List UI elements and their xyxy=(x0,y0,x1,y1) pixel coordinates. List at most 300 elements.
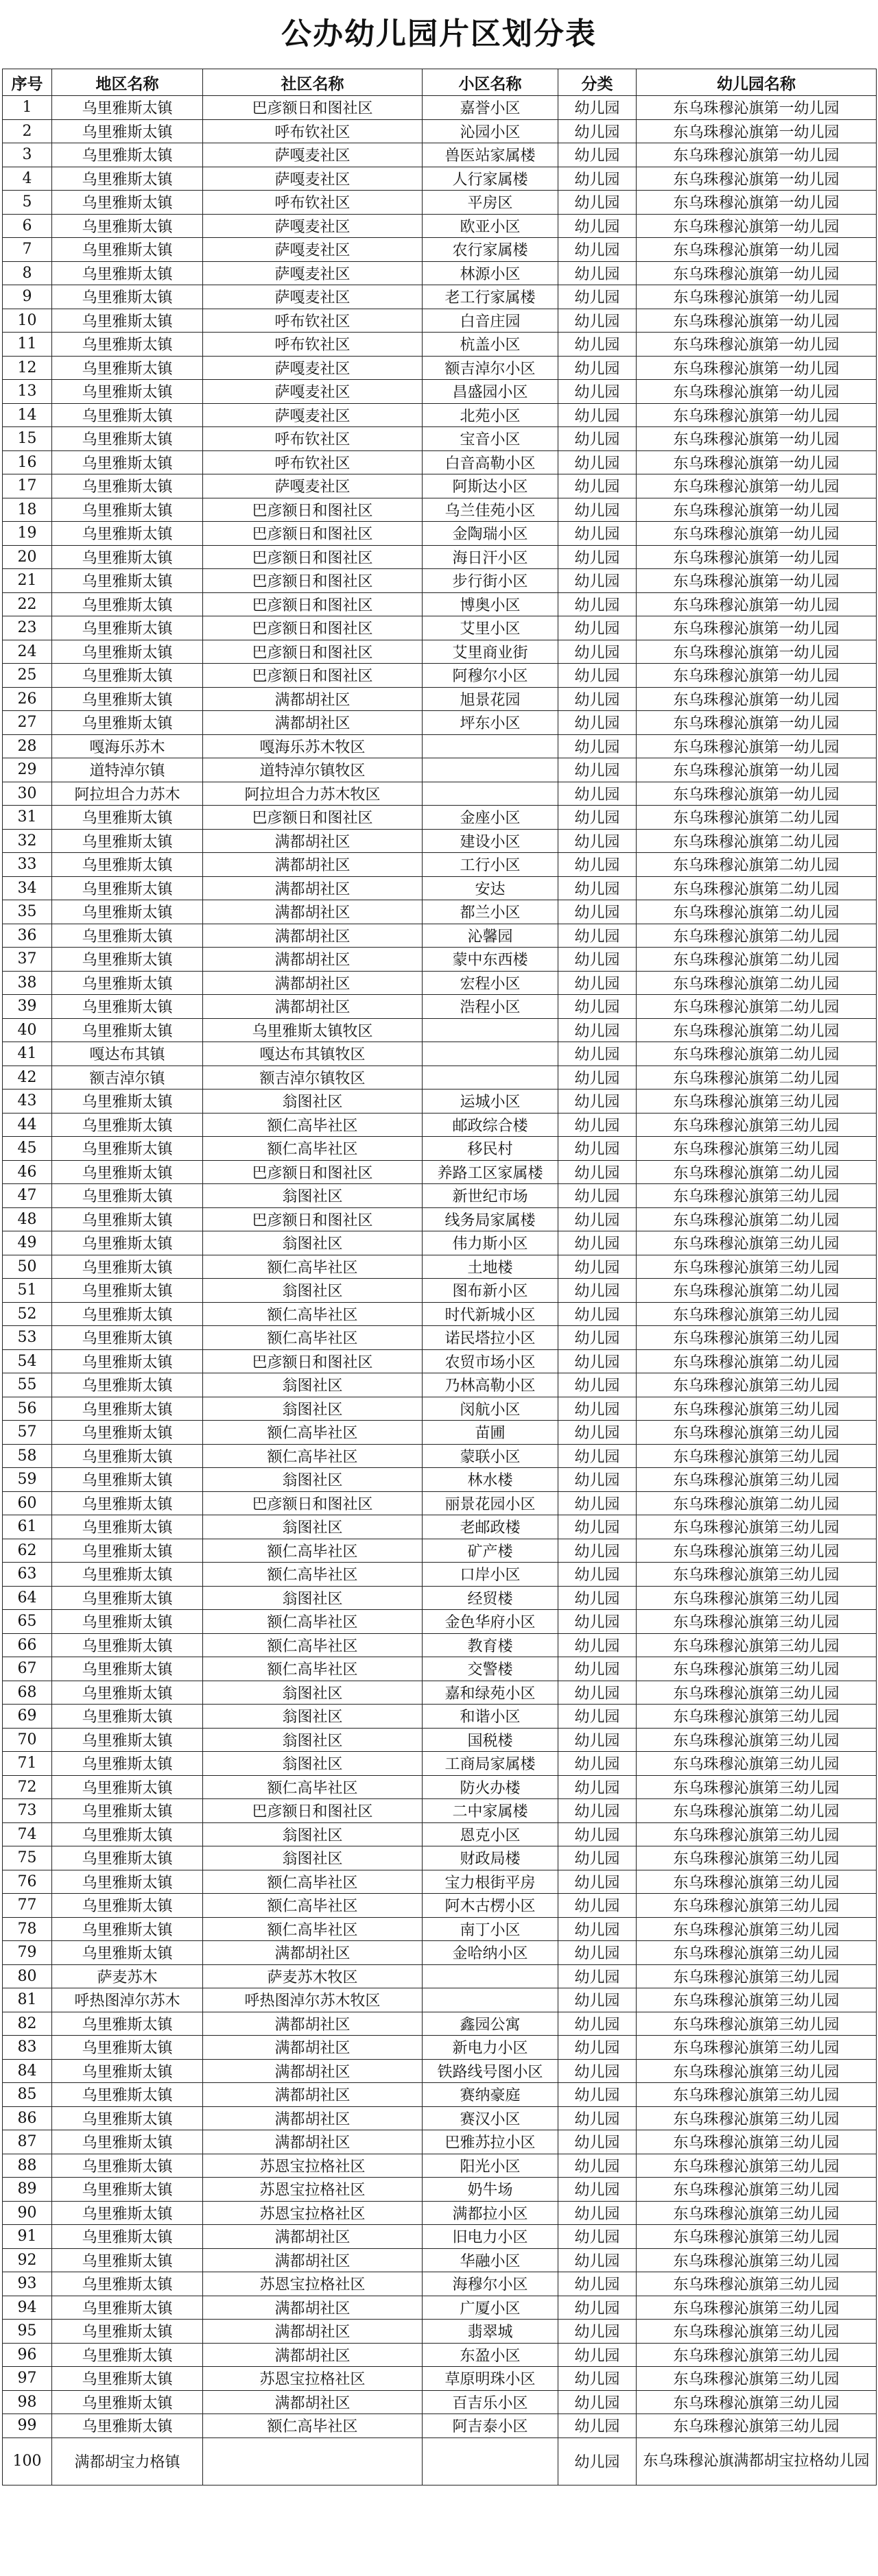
cell-index: 91 xyxy=(3,2225,52,2249)
cell-kindergarten: 东乌珠穆沁旗第一幼儿园 xyxy=(637,711,877,735)
cell-region: 乌里雅斯太镇 xyxy=(52,333,203,357)
table-row xyxy=(3,616,877,640)
table-row xyxy=(3,96,877,120)
cell-category: 幼儿园 xyxy=(558,569,637,593)
cell-index: 3 xyxy=(3,143,52,167)
table-row xyxy=(3,2130,877,2154)
table-row xyxy=(3,711,877,735)
table-row xyxy=(3,1042,877,1066)
cell-neighborhood: 蒙中东西楼 xyxy=(423,948,558,972)
cell-neighborhood: 阿吉泰小区 xyxy=(423,2414,558,2438)
cell-community: 额仁高毕社区 xyxy=(203,1633,423,1657)
cell-kindergarten: 东乌珠穆沁旗第三幼儿园 xyxy=(637,1586,877,1610)
cell-neighborhood: 移民村 xyxy=(423,1137,558,1161)
cell-index: 60 xyxy=(3,1491,52,1515)
cell-kindergarten: 东乌珠穆沁旗第三幼儿园 xyxy=(637,1231,877,1255)
header-region: 地区名称 xyxy=(52,69,203,96)
cell-kindergarten: 东乌珠穆沁旗第二幼儿园 xyxy=(637,900,877,924)
cell-community: 巴彦额日和图社区 xyxy=(203,592,423,616)
cell-index: 63 xyxy=(3,1563,52,1587)
cell-kindergarten: 东乌珠穆沁旗第一幼儿园 xyxy=(637,143,877,167)
cell-kindergarten: 东乌珠穆沁旗第二幼儿园 xyxy=(637,1491,877,1515)
cell-category: 幼儿园 xyxy=(558,1468,637,1492)
table-row xyxy=(3,191,877,215)
cell-region: 乌里雅斯太镇 xyxy=(52,1775,203,1799)
cell-index: 84 xyxy=(3,2059,52,2083)
cell-region: 乌里雅斯太镇 xyxy=(52,1090,203,1114)
cell-category: 幼儿园 xyxy=(558,1184,637,1208)
cell-category: 幼儿园 xyxy=(558,1231,637,1255)
cell-kindergarten: 东乌珠穆沁旗第三幼儿园 xyxy=(637,2414,877,2438)
cell-category: 幼儿园 xyxy=(558,1752,637,1776)
table-row xyxy=(3,758,877,782)
cell-community: 翁图社区 xyxy=(203,1705,423,1729)
cell-neighborhood: 金陶瑞小区 xyxy=(423,522,558,546)
cell-neighborhood: 教育楼 xyxy=(423,1633,558,1657)
cell-category: 幼儿园 xyxy=(558,545,637,569)
cell-index: 86 xyxy=(3,2106,52,2130)
cell-category: 幼儿园 xyxy=(558,664,637,688)
cell-community: 巴彦额日和图社区 xyxy=(203,640,423,664)
cell-category: 幼儿园 xyxy=(558,2367,637,2391)
cell-category: 幼儿园 xyxy=(558,900,637,924)
cell-region: 乌里雅斯太镇 xyxy=(52,1349,203,1373)
cell-index: 22 xyxy=(3,592,52,616)
cell-neighborhood: 蒙联小区 xyxy=(423,1444,558,1468)
cell-kindergarten: 东乌珠穆沁旗第二幼儿园 xyxy=(637,853,877,877)
cell-kindergarten: 东乌珠穆沁旗第一幼儿园 xyxy=(637,214,877,238)
cell-kindergarten: 东乌珠穆沁旗第三幼儿园 xyxy=(637,1184,877,1208)
cell-neighborhood xyxy=(423,1018,558,1042)
cell-category: 幼儿园 xyxy=(558,1302,637,1326)
cell-category: 幼儿园 xyxy=(558,995,637,1019)
table-row xyxy=(3,1822,877,1846)
cell-neighborhood xyxy=(423,1066,558,1090)
cell-kindergarten: 东乌珠穆沁旗第一幼儿园 xyxy=(637,238,877,262)
cell-category: 幼儿园 xyxy=(558,853,637,877)
cell-index: 52 xyxy=(3,1302,52,1326)
cell-index: 4 xyxy=(3,167,52,191)
cell-index: 21 xyxy=(3,569,52,593)
cell-neighborhood: 白音庄园 xyxy=(423,309,558,333)
table-row xyxy=(3,1917,877,1941)
cell-region: 乌里雅斯太镇 xyxy=(52,261,203,285)
table-row xyxy=(3,900,877,924)
table-row xyxy=(3,1633,877,1657)
table-row xyxy=(3,1397,877,1421)
cell-region: 乌里雅斯太镇 xyxy=(52,1444,203,1468)
cell-index: 45 xyxy=(3,1137,52,1161)
cell-index: 94 xyxy=(3,2296,52,2320)
cell-region: 嘎海乐苏木 xyxy=(52,734,203,758)
cell-neighborhood: 宝音小区 xyxy=(423,427,558,451)
cell-neighborhood: 安达 xyxy=(423,876,558,900)
cell-region: 乌里雅斯太镇 xyxy=(52,2059,203,2083)
cell-community: 满都胡社区 xyxy=(203,829,423,853)
cell-kindergarten: 东乌珠穆沁旗第三幼儿园 xyxy=(637,1752,877,1776)
cell-region: 乌里雅斯太镇 xyxy=(52,2106,203,2130)
cell-kindergarten: 东乌珠穆沁旗第二幼儿园 xyxy=(637,995,877,1019)
cell-community: 嘎海乐苏木牧区 xyxy=(203,734,423,758)
cell-region: 乌里雅斯太镇 xyxy=(52,876,203,900)
cell-category: 幼儿园 xyxy=(558,1846,637,1870)
cell-community: 满都胡社区 xyxy=(203,2036,423,2060)
cell-index: 19 xyxy=(3,522,52,546)
cell-index: 5 xyxy=(3,191,52,215)
page-title: 公办幼儿园片区划分表 xyxy=(281,16,597,51)
cell-category: 幼儿园 xyxy=(558,1491,637,1515)
cell-region: 乌里雅斯太镇 xyxy=(52,2154,203,2178)
cell-index: 89 xyxy=(3,2178,52,2202)
table-row xyxy=(3,1870,877,1894)
cell-kindergarten: 东乌珠穆沁旗第三幼儿园 xyxy=(637,1728,877,1752)
cell-kindergarten: 东乌珠穆沁旗第三幼儿园 xyxy=(637,1657,877,1681)
cell-community: 满都胡社区 xyxy=(203,2343,423,2367)
cell-community: 乌里雅斯太镇牧区 xyxy=(203,1018,423,1042)
cell-index: 58 xyxy=(3,1444,52,1468)
cell-neighborhood: 沁馨园 xyxy=(423,924,558,948)
cell-index: 100 xyxy=(3,2437,52,2485)
cell-kindergarten: 东乌珠穆沁旗第二幼儿园 xyxy=(637,1042,877,1066)
table-row xyxy=(3,1988,877,2012)
cell-category: 幼儿园 xyxy=(558,876,637,900)
cell-index: 2 xyxy=(3,119,52,143)
cell-neighborhood: 林水楼 xyxy=(423,1468,558,1492)
cell-region: 乌里雅斯太镇 xyxy=(52,829,203,853)
cell-index: 24 xyxy=(3,640,52,664)
cell-kindergarten: 东乌珠穆沁旗第二幼儿园 xyxy=(637,1799,877,1823)
cell-neighborhood xyxy=(423,734,558,758)
cell-neighborhood: 工行小区 xyxy=(423,853,558,877)
table-row xyxy=(3,924,877,948)
cell-category: 幼儿园 xyxy=(558,1349,637,1373)
table-row xyxy=(3,569,877,593)
cell-kindergarten: 东乌珠穆沁旗第三幼儿园 xyxy=(637,1917,877,1941)
cell-region: 乌里雅斯太镇 xyxy=(52,2296,203,2320)
cell-kindergarten: 东乌珠穆沁旗第三幼儿园 xyxy=(637,2012,877,2036)
table-row xyxy=(3,1421,877,1445)
cell-region: 乌里雅斯太镇 xyxy=(52,214,203,238)
cell-neighborhood: 坪东小区 xyxy=(423,711,558,735)
cell-kindergarten: 东乌珠穆沁旗第三幼儿园 xyxy=(637,1988,877,2012)
cell-category: 幼儿园 xyxy=(558,687,637,711)
cell-community: 苏恩宝拉格社区 xyxy=(203,2178,423,2202)
cell-category: 幼儿园 xyxy=(558,2106,637,2130)
cell-community: 苏恩宝拉格社区 xyxy=(203,2367,423,2391)
cell-region: 乌里雅斯太镇 xyxy=(52,1207,203,1231)
cell-community: 呼布钦社区 xyxy=(203,119,423,143)
cell-region: 乌里雅斯太镇 xyxy=(52,1113,203,1137)
table-row xyxy=(3,261,877,285)
cell-region: 乌里雅斯太镇 xyxy=(52,1515,203,1539)
table-row xyxy=(3,1255,877,1279)
cell-category: 幼儿园 xyxy=(558,285,637,309)
cell-neighborhood: 白音高勒小区 xyxy=(423,450,558,474)
cell-region: 乌里雅斯太镇 xyxy=(52,545,203,569)
cell-kindergarten: 东乌珠穆沁旗第一幼儿园 xyxy=(637,427,877,451)
cell-region: 乌里雅斯太镇 xyxy=(52,1160,203,1184)
cell-neighborhood: 乃林高勒小区 xyxy=(423,1373,558,1397)
table-row xyxy=(3,403,877,427)
cell-community: 满都胡社区 xyxy=(203,711,423,735)
cell-neighborhood: 赛汉小区 xyxy=(423,2106,558,2130)
cell-index: 83 xyxy=(3,2036,52,2060)
table-row xyxy=(3,1468,877,1492)
table-row xyxy=(3,1539,877,1563)
cell-community: 满都胡社区 xyxy=(203,900,423,924)
cell-neighborhood: 运城小区 xyxy=(423,1090,558,1114)
cell-index: 55 xyxy=(3,1373,52,1397)
cell-index: 39 xyxy=(3,995,52,1019)
cell-neighborhood: 步行街小区 xyxy=(423,569,558,593)
cell-community: 巴彦额日和图社区 xyxy=(203,1491,423,1515)
cell-category: 幼儿园 xyxy=(558,1515,637,1539)
table-row xyxy=(3,853,877,877)
cell-region: 乌里雅斯太镇 xyxy=(52,948,203,972)
cell-kindergarten: 东乌珠穆沁旗第二幼儿园 xyxy=(637,1207,877,1231)
cell-community: 翁图社区 xyxy=(203,1681,423,1705)
cell-kindergarten: 东乌珠穆沁旗第三幼儿园 xyxy=(637,2059,877,2083)
cell-category: 幼儿园 xyxy=(558,640,637,664)
cell-community: 额仁高毕社区 xyxy=(203,1137,423,1161)
cell-community: 萨嘎麦社区 xyxy=(203,403,423,427)
cell-community: 额仁高毕社区 xyxy=(203,1444,423,1468)
cell-index: 70 xyxy=(3,1728,52,1752)
cell-category: 幼儿园 xyxy=(558,1799,637,1823)
cell-community: 满都胡社区 xyxy=(203,2106,423,2130)
table-row xyxy=(3,1160,877,1184)
cell-community: 满都胡社区 xyxy=(203,995,423,1019)
cell-category: 幼儿园 xyxy=(558,333,637,357)
cell-region: 阿拉坦合力苏木 xyxy=(52,782,203,806)
cell-index: 56 xyxy=(3,1397,52,1421)
cell-region: 乌里雅斯太镇 xyxy=(52,1846,203,1870)
cell-category: 幼儿园 xyxy=(558,948,637,972)
cell-index: 69 xyxy=(3,1705,52,1729)
cell-category: 幼儿园 xyxy=(558,1941,637,1965)
cell-index: 44 xyxy=(3,1113,52,1137)
cell-neighborhood: 图布新小区 xyxy=(423,1279,558,1303)
cell-community: 翁图社区 xyxy=(203,1846,423,1870)
cell-neighborhood: 乌兰佳苑小区 xyxy=(423,498,558,522)
cell-community: 满都胡社区 xyxy=(203,876,423,900)
cell-region: 乌里雅斯太镇 xyxy=(52,498,203,522)
cell-community: 呼布钦社区 xyxy=(203,191,423,215)
table-row xyxy=(3,1964,877,1988)
cell-index: 16 xyxy=(3,450,52,474)
cell-region: 乌里雅斯太镇 xyxy=(52,664,203,688)
cell-index: 79 xyxy=(3,1941,52,1965)
cell-kindergarten: 东乌珠穆沁旗第二幼儿园 xyxy=(637,1066,877,1090)
cell-neighborhood: 华融小区 xyxy=(423,2248,558,2272)
table-row xyxy=(3,2178,877,2202)
cell-kindergarten: 东乌珠穆沁旗第二幼儿园 xyxy=(637,1279,877,1303)
cell-region: 嘎达布其镇 xyxy=(52,1042,203,1066)
cell-neighborhood: 交警楼 xyxy=(423,1657,558,1681)
table-row xyxy=(3,1137,877,1161)
cell-category: 幼儿园 xyxy=(558,1822,637,1846)
cell-region: 乌里雅斯太镇 xyxy=(52,2201,203,2225)
cell-neighborhood: 国税楼 xyxy=(423,1728,558,1752)
cell-region: 乌里雅斯太镇 xyxy=(52,450,203,474)
cell-community: 萨嘎麦社区 xyxy=(203,238,423,262)
cell-kindergarten: 东乌珠穆沁旗第三幼儿园 xyxy=(637,1681,877,1705)
cell-index: 14 xyxy=(3,403,52,427)
table-row xyxy=(3,238,877,262)
cell-category: 幼儿园 xyxy=(558,356,637,380)
cell-community: 额仁高毕社区 xyxy=(203,1302,423,1326)
cell-region: 萨麦苏木 xyxy=(52,1964,203,1988)
cell-kindergarten: 东乌珠穆沁旗满都胡宝拉格幼儿园 xyxy=(637,2437,877,2485)
cell-community: 额仁高毕社区 xyxy=(203,1539,423,1563)
cell-category: 幼儿园 xyxy=(558,1137,637,1161)
cell-index: 7 xyxy=(3,238,52,262)
table-row xyxy=(3,1018,877,1042)
cell-index: 68 xyxy=(3,1681,52,1705)
cell-neighborhood: 线务局家属楼 xyxy=(423,1207,558,1231)
cell-kindergarten: 东乌珠穆沁旗第三幼儿园 xyxy=(637,2272,877,2296)
table-header-row xyxy=(3,69,877,96)
cell-index: 15 xyxy=(3,427,52,451)
cell-index: 67 xyxy=(3,1657,52,1681)
cell-index: 61 xyxy=(3,1515,52,1539)
table-row xyxy=(3,995,877,1019)
table-row xyxy=(3,1610,877,1634)
table-row xyxy=(3,2414,877,2438)
cell-region: 乌里雅斯太镇 xyxy=(52,924,203,948)
table-row xyxy=(3,734,877,758)
cell-neighborhood: 旧电力小区 xyxy=(423,2225,558,2249)
cell-index: 9 xyxy=(3,285,52,309)
cell-category: 幼儿园 xyxy=(558,734,637,758)
cell-neighborhood: 防火办楼 xyxy=(423,1775,558,1799)
cell-neighborhood: 邮政综合楼 xyxy=(423,1113,558,1137)
cell-neighborhood: 南丁小区 xyxy=(423,1917,558,1941)
table-row xyxy=(3,1515,877,1539)
cell-category: 幼儿园 xyxy=(558,2059,637,2083)
cell-index: 27 xyxy=(3,711,52,735)
cell-category: 幼儿园 xyxy=(558,1633,637,1657)
cell-neighborhood: 百吉乐小区 xyxy=(423,2390,558,2414)
cell-region: 乌里雅斯太镇 xyxy=(52,427,203,451)
cell-region: 乌里雅斯太镇 xyxy=(52,853,203,877)
cell-neighborhood: 杭盖小区 xyxy=(423,333,558,357)
cell-kindergarten: 东乌珠穆沁旗第三幼儿园 xyxy=(637,1846,877,1870)
table-row xyxy=(3,1586,877,1610)
header-index: 序号 xyxy=(3,69,52,96)
cell-region: 乌里雅斯太镇 xyxy=(52,1705,203,1729)
cell-category: 幼儿园 xyxy=(558,1917,637,1941)
table-row xyxy=(3,2083,877,2107)
cell-category: 幼儿园 xyxy=(558,1964,637,1988)
table-row xyxy=(3,2343,877,2367)
cell-neighborhood: 艾里商业街 xyxy=(423,640,558,664)
cell-category: 幼儿园 xyxy=(558,1988,637,2012)
cell-category: 幼儿园 xyxy=(558,1255,637,1279)
cell-kindergarten: 东乌珠穆沁旗第三幼儿园 xyxy=(637,2343,877,2367)
cell-community: 呼布钦社区 xyxy=(203,427,423,451)
table-row xyxy=(3,2201,877,2225)
cell-community: 萨嘎麦社区 xyxy=(203,143,423,167)
cell-category: 幼儿园 xyxy=(558,1870,637,1894)
cell-community: 巴彦额日和图社区 xyxy=(203,616,423,640)
table-row xyxy=(3,1705,877,1729)
cell-index: 29 xyxy=(3,758,52,782)
table-row xyxy=(3,333,877,357)
cell-category: 幼儿园 xyxy=(558,2248,637,2272)
cell-community: 萨嘎麦社区 xyxy=(203,167,423,191)
cell-kindergarten: 东乌珠穆沁旗第三幼儿园 xyxy=(637,1137,877,1161)
cell-index: 8 xyxy=(3,261,52,285)
cell-category: 幼儿园 xyxy=(558,143,637,167)
table-row xyxy=(3,876,877,900)
cell-kindergarten: 东乌珠穆沁旗第三幼儿园 xyxy=(637,2225,877,2249)
cell-kindergarten: 东乌珠穆沁旗第一幼儿园 xyxy=(637,191,877,215)
cell-neighborhood xyxy=(423,758,558,782)
cell-index: 35 xyxy=(3,900,52,924)
cell-index: 10 xyxy=(3,309,52,333)
table-row xyxy=(3,2367,877,2391)
cell-neighborhood: 人行家属楼 xyxy=(423,167,558,191)
header-neighborhood: 小区名称 xyxy=(423,69,558,96)
cell-neighborhood: 铁路线号图小区 xyxy=(423,2059,558,2083)
cell-category: 幼儿园 xyxy=(558,167,637,191)
cell-neighborhood: 和谐小区 xyxy=(423,1705,558,1729)
cell-neighborhood: 口岸小区 xyxy=(423,1563,558,1587)
cell-index: 33 xyxy=(3,853,52,877)
cell-category: 幼儿园 xyxy=(558,2296,637,2320)
cell-community: 巴彦额日和图社区 xyxy=(203,664,423,688)
cell-community: 翁图社区 xyxy=(203,1728,423,1752)
table-row xyxy=(3,1846,877,1870)
cell-community: 满都胡社区 xyxy=(203,2059,423,2083)
table-row xyxy=(3,1894,877,1918)
cell-region: 乌里雅斯太镇 xyxy=(52,1917,203,1941)
cell-kindergarten: 东乌珠穆沁旗第一幼儿园 xyxy=(637,664,877,688)
cell-category: 幼儿园 xyxy=(558,1042,637,1066)
cell-index: 23 xyxy=(3,616,52,640)
cell-kindergarten: 东乌珠穆沁旗第三幼儿园 xyxy=(637,2201,877,2225)
cell-category: 幼儿园 xyxy=(558,1373,637,1397)
cell-neighborhood: 兽医站家属楼 xyxy=(423,143,558,167)
cell-region: 乌里雅斯太镇 xyxy=(52,403,203,427)
cell-index: 17 xyxy=(3,474,52,498)
cell-category: 幼儿园 xyxy=(558,2437,637,2485)
cell-kindergarten: 东乌珠穆沁旗第一幼儿园 xyxy=(637,782,877,806)
cell-region: 乌里雅斯太镇 xyxy=(52,2248,203,2272)
cell-kindergarten: 东乌珠穆沁旗第一幼儿园 xyxy=(637,356,877,380)
cell-region: 乌里雅斯太镇 xyxy=(52,711,203,735)
cell-neighborhood: 草原明珠小区 xyxy=(423,2367,558,2391)
cell-region: 乌里雅斯太镇 xyxy=(52,592,203,616)
cell-region: 乌里雅斯太镇 xyxy=(52,1326,203,1350)
table-row xyxy=(3,2106,877,2130)
cell-community: 呼布钦社区 xyxy=(203,333,423,357)
cell-community: 额仁高毕社区 xyxy=(203,1870,423,1894)
cell-community: 翁图社区 xyxy=(203,1397,423,1421)
cell-community: 满都胡社区 xyxy=(203,948,423,972)
cell-kindergarten: 东乌珠穆沁旗第三幼儿园 xyxy=(637,2106,877,2130)
cell-category: 幼儿园 xyxy=(558,924,637,948)
cell-category: 幼儿园 xyxy=(558,238,637,262)
cell-category: 幼儿园 xyxy=(558,2320,637,2344)
cell-kindergarten: 东乌珠穆沁旗第一幼儿园 xyxy=(637,285,877,309)
cell-index: 80 xyxy=(3,1964,52,1988)
cell-kindergarten: 东乌珠穆沁旗第一幼儿园 xyxy=(637,498,877,522)
table-row xyxy=(3,309,877,333)
cell-index: 85 xyxy=(3,2083,52,2107)
table-row xyxy=(3,829,877,853)
